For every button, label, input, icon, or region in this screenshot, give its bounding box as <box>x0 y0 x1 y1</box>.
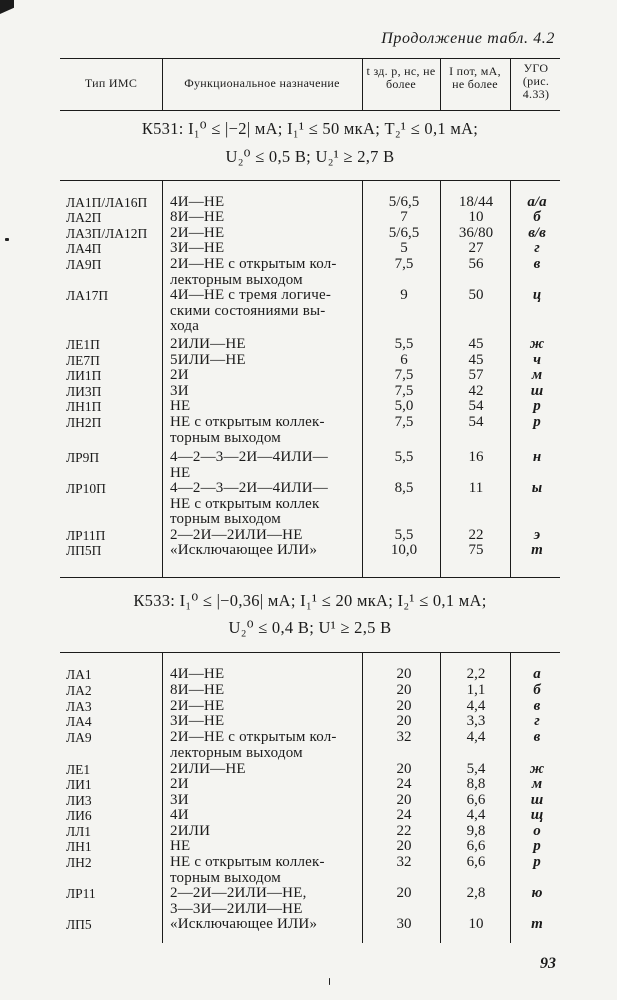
cell-power-current: 5,4 <box>466 761 486 777</box>
cell-power-current: 18/44 <box>458 194 494 210</box>
header-divider <box>162 58 163 110</box>
cell-function: 2—2И—2ИЛИ—НЕ, <box>170 885 307 901</box>
cell-delay: 20 <box>396 682 412 698</box>
cell-chip-type: ЛЕ7П <box>66 353 100 368</box>
scan-speck <box>329 978 330 985</box>
cell-function: 5ИЛИ—НЕ <box>170 352 246 368</box>
cell-function: 3И <box>170 383 189 399</box>
page-number: 93 <box>540 955 556 972</box>
cell-power-current: 6,6 <box>466 854 486 870</box>
cell-function: скими состояниями вы- <box>170 302 326 319</box>
cell-ugo: м <box>531 367 543 383</box>
cell-function: 2И—НЕ с открытым кол- <box>170 256 337 272</box>
cell-delay: 5,5 <box>394 336 414 352</box>
cell-delay: 20 <box>396 838 412 854</box>
cell-power-current: 57 <box>468 367 484 383</box>
cell-delay: 6 <box>400 352 408 368</box>
cell-chip-type: ЛИ6 <box>66 808 92 823</box>
cell-ugo: ы <box>531 480 543 496</box>
cell-power-current: 2,2 <box>466 666 486 682</box>
cell-chip-type: ЛН2П <box>66 415 102 430</box>
cell-chip-type: ЛИ3П <box>66 384 102 399</box>
cell-power-current: 6,6 <box>466 838 486 854</box>
cell-power-current: 42 <box>468 383 484 399</box>
cell-power-current: 45 <box>468 336 484 352</box>
cell-delay: 32 <box>396 854 412 870</box>
cell-delay: 7,5 <box>394 256 414 272</box>
cell-function: НЕ <box>170 464 191 481</box>
cell-power-current: 4,4 <box>466 807 486 823</box>
cell-ugo: т <box>531 542 543 558</box>
cell-function: 4—2—3—2И—4ИЛИ— <box>170 449 328 465</box>
cell-delay: 5 <box>400 240 408 256</box>
cell-power-current: 10 <box>468 916 484 932</box>
cell-ugo: р <box>533 838 541 854</box>
cell-power-current: 4,4 <box>466 698 486 714</box>
cell-chip-type: ЛА3 <box>66 699 92 714</box>
cell-chip-type: ЛА2П <box>66 210 102 225</box>
column-divider <box>362 652 363 943</box>
cell-function: 4—2—3—2И—4ИЛИ— <box>170 480 328 496</box>
cell-ugo: ж <box>529 761 545 777</box>
header-delay: t зд. р, нс, не более <box>366 64 436 91</box>
cell-chip-type: ЛР10П <box>66 481 106 496</box>
cell-function: лекторным выходом <box>170 271 303 288</box>
cell-ugo: ч <box>533 352 541 368</box>
cell-function: торным выходом <box>170 869 282 886</box>
cell-function: 4И—НЕ <box>170 666 225 682</box>
cell-function: НЕ <box>170 838 191 854</box>
cell-delay: 9 <box>400 287 408 303</box>
cell-ugo: г <box>534 713 540 729</box>
cell-delay: 5,0 <box>394 398 414 414</box>
cell-power-current: 54 <box>468 398 484 414</box>
cell-delay: 20 <box>396 761 412 777</box>
series-k531-params-2: U₂⁰ ≤ 0,5 В; U₂¹ ≥ 2,7 В <box>225 147 395 166</box>
cell-delay: 24 <box>396 776 412 792</box>
cell-ugo: ш <box>530 792 544 808</box>
series-k531-params-1: К531: I₁⁰ ≤ |−2| мА; I₁¹ ≤ 50 мкА; T₂¹ ≤ 0,1 мА; <box>141 119 479 138</box>
table-continuation-caption: Продолжение табл. 4.2 <box>381 30 555 47</box>
cell-power-current: 27 <box>468 240 484 256</box>
cell-power-current: 54 <box>468 414 484 430</box>
cell-power-current: 10 <box>468 209 484 225</box>
cell-chip-type: ЛА4П <box>66 241 102 256</box>
cell-delay: 7 <box>400 209 408 225</box>
cell-power-current: 36/80 <box>458 225 494 241</box>
cell-delay: 5,5 <box>394 449 414 465</box>
cell-function: 2И <box>170 776 189 792</box>
header-divider <box>510 58 511 110</box>
cell-ugo: н <box>532 449 542 465</box>
cell-function: 3—3И—2ИЛИ—НЕ <box>170 900 303 917</box>
cell-function: 4И <box>170 807 189 823</box>
cell-power-current: 8,8 <box>466 776 486 792</box>
cell-function: хода <box>170 318 200 335</box>
cell-power-current: 3,3 <box>466 713 486 729</box>
cell-delay: 20 <box>396 713 412 729</box>
cell-chip-type: ЛА2 <box>66 683 92 698</box>
cell-delay: 24 <box>396 807 412 823</box>
cell-power-current: 45 <box>468 352 484 368</box>
cell-function: 2И—НЕ <box>170 225 225 241</box>
header-bottom-rule <box>60 110 560 111</box>
cell-delay: 5,5 <box>394 527 414 543</box>
column-divider <box>362 180 363 577</box>
cell-chip-type: ЛИ3 <box>66 793 92 808</box>
series-k531-bottom-rule <box>60 577 560 578</box>
cell-power-current: 2,8 <box>466 885 486 901</box>
cell-function: «Исключающее ИЛИ» <box>170 542 318 558</box>
scan-speck <box>5 238 9 241</box>
cell-power-current: 50 <box>468 287 484 303</box>
series-k533-params-2: U₂⁰ ≤ 0,4 В; U¹ ≥ 2,5 В <box>228 618 392 637</box>
cell-chip-type: ЛП5П <box>66 543 102 558</box>
cell-delay: 20 <box>396 885 412 901</box>
cell-function: лекторным выходом <box>170 744 303 761</box>
cell-function: 4И—НЕ с тремя логиче- <box>170 287 332 303</box>
cell-chip-type: ЛА17П <box>66 288 109 303</box>
cell-chip-type: ЛЕ1 <box>66 762 91 777</box>
header-function: Функциональное назначение <box>184 76 340 90</box>
cell-power-current: 75 <box>468 542 484 558</box>
cell-function: торным выходом <box>170 511 282 528</box>
cell-chip-type: ЛР9П <box>66 450 100 465</box>
cell-ugo: а/а <box>527 194 547 210</box>
header-power-current: I пот, мА, не более <box>449 64 501 91</box>
cell-function: 2ИЛИ—НЕ <box>170 761 246 777</box>
cell-ugo: г <box>534 240 540 256</box>
series-k533-rule <box>60 652 560 653</box>
cell-delay: 8,5 <box>394 480 414 496</box>
cell-delay: 5/6,5 <box>388 225 420 241</box>
cell-ugo: р <box>533 398 541 414</box>
cell-function: 2—2И—2ИЛИ—НЕ <box>170 527 303 543</box>
column-divider <box>162 180 163 577</box>
cell-function: 3И—НЕ <box>170 240 225 256</box>
cell-ugo: ш <box>530 383 544 399</box>
cell-power-current: 11 <box>468 480 484 496</box>
cell-chip-type: ЛН2 <box>66 855 92 870</box>
header-type: Тип ИМС <box>84 76 138 90</box>
cell-power-current: 6,6 <box>466 792 486 808</box>
cell-delay: 10,0 <box>390 542 418 558</box>
cell-delay: 32 <box>396 729 412 745</box>
cell-chip-type: ЛА4 <box>66 714 92 729</box>
cell-function: 8И—НЕ <box>170 209 225 225</box>
cell-chip-type: ЛЛ1 <box>66 824 92 839</box>
series-k533-params-1: К533: I₁⁰ ≤ |−0,36| мА; I₁¹ ≤ 20 мкА; I₂¹ ≤ 0,1 мА; <box>133 591 487 610</box>
cell-power-current: 9,8 <box>466 823 486 839</box>
cell-function: «Исключающее ИЛИ» <box>170 916 318 932</box>
series-k531-rule <box>60 180 560 181</box>
cell-ugo: в <box>533 256 541 272</box>
cell-function: 3И <box>170 792 189 808</box>
cell-chip-type: ЛА9 <box>66 730 92 745</box>
cell-function: 2И—НЕ <box>170 698 225 714</box>
cell-function: 3И—НЕ <box>170 713 225 729</box>
cell-delay: 7,5 <box>394 414 414 430</box>
header-top-rule <box>60 58 560 59</box>
cell-delay: 22 <box>396 823 412 839</box>
cell-ugo: щ <box>530 807 544 823</box>
cell-chip-type: ЛА1 <box>66 667 92 682</box>
cell-ugo: а <box>533 666 541 682</box>
cell-ugo: в/в <box>528 225 546 241</box>
cell-chip-type: ЛР11 <box>66 886 96 901</box>
cell-function: НЕ с открытым коллек <box>170 495 320 512</box>
cell-chip-type: ЛН1 <box>66 839 92 854</box>
cell-delay: 20 <box>396 666 412 682</box>
cell-ugo: т <box>531 916 543 932</box>
cell-chip-type: ЛИ1П <box>66 368 102 383</box>
cell-function: 2ИЛИ <box>170 823 211 839</box>
cell-chip-type: ЛА3П/ЛА12П <box>66 226 148 241</box>
cell-ugo: э <box>533 527 541 543</box>
cell-chip-type: ЛЕ1П <box>66 337 100 352</box>
cell-ugo: м <box>531 776 543 792</box>
cell-ugo: в <box>533 698 541 714</box>
cell-function: 2И <box>170 367 189 383</box>
cell-ugo: ж <box>529 336 545 352</box>
cell-power-current: 1,1 <box>466 682 486 698</box>
cell-delay: 20 <box>396 792 412 808</box>
cell-power-current: 4,4 <box>466 729 486 745</box>
cell-ugo: р <box>533 414 541 430</box>
cell-delay: 20 <box>396 698 412 714</box>
cell-function: НЕ с открытым коллек- <box>170 414 325 430</box>
cell-chip-type: ЛИ1 <box>66 777 92 792</box>
cell-ugo: б <box>533 209 541 225</box>
cell-chip-type: ЛА9П <box>66 257 102 272</box>
cell-chip-type: ЛА1П/ЛА16П <box>66 195 148 210</box>
cell-chip-type: ЛР11П <box>66 528 106 543</box>
cell-ugo: ю <box>531 885 543 901</box>
cell-function: 2ИЛИ—НЕ <box>170 336 246 352</box>
cell-ugo: б <box>533 682 541 698</box>
cell-power-current: 56 <box>468 256 484 272</box>
column-divider <box>162 652 163 943</box>
cell-delay: 30 <box>396 916 412 932</box>
cell-ugo: ц <box>532 287 542 303</box>
cell-power-current: 22 <box>468 527 484 543</box>
cell-delay: 7,5 <box>394 367 414 383</box>
cell-delay: 7,5 <box>394 383 414 399</box>
cell-ugo: в <box>533 729 541 745</box>
cell-function: НЕ <box>170 398 191 414</box>
cell-ugo: р <box>533 854 541 870</box>
cell-function: НЕ с открытым коллек- <box>170 854 325 870</box>
header-divider <box>440 58 441 110</box>
cell-function: 2И—НЕ с открытым кол- <box>170 729 337 745</box>
cell-function: торным выходом <box>170 429 282 446</box>
cell-chip-type: ЛП5 <box>66 917 92 932</box>
scan-corner-mark <box>0 0 14 14</box>
cell-power-current: 16 <box>468 449 484 465</box>
header-divider <box>362 58 363 110</box>
header-ugo: УГО (рис. 4.33) <box>522 61 550 101</box>
cell-ugo: о <box>533 823 541 839</box>
cell-function: 4И—НЕ <box>170 194 225 210</box>
cell-delay: 5/6,5 <box>388 194 420 210</box>
cell-function: 8И—НЕ <box>170 682 225 698</box>
cell-chip-type: ЛН1П <box>66 399 102 414</box>
